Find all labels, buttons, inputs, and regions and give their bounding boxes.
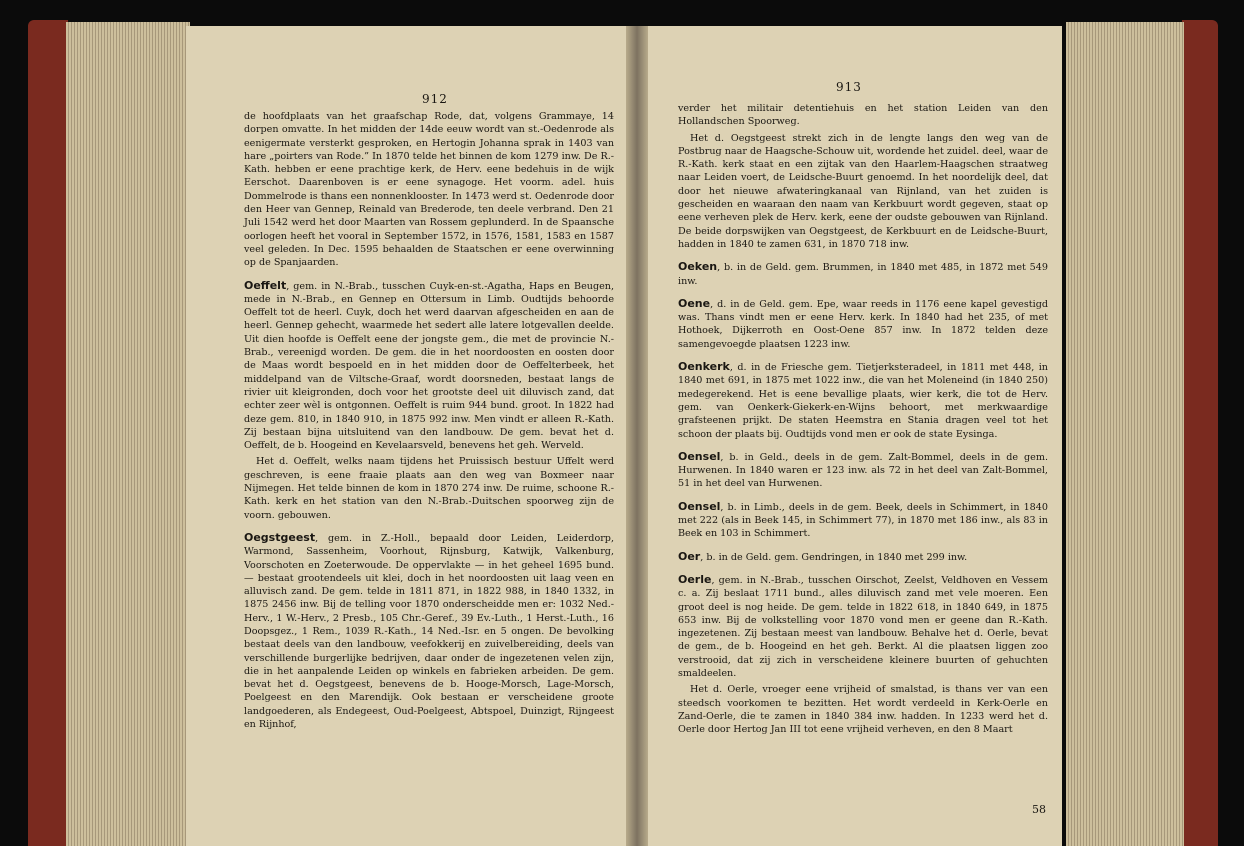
page-edges-right <box>1066 22 1184 846</box>
entry-text: , gem. in Z.-Holl., bepaald door Leiden, Leiderdorp, Warmond, Sassenheim, Voorhout, Rijnsburg, Katwijk, Valkenburg, Voorschoten en Zoeterwoude. De oppervlakte — in het geheel 1695 bund. — bestaat grootendeels uit klei, doch in het noordoosten uit laag veen en alluvisch zand. De gem. telde in 1811 871, in 1822 988, in 1840 1332, in 1875 2456 inw. Bij de telling voor 1870 onderscheidde men er: 1032 Ned.-Herv., 1 W.-Herv., 2 Presb., 105 Chr.-Geref., 39 Ev.-Luth., 1 Herst.-Luth., 16 Doopsgez., 1 Rem., 1039 R.-Kath., 14 Ned.-Isr. en 5 ongen. De bevolking bestaat deels van den landbouw, veefokkerij en zuivelbereiding, deels van verschillende burgerlijke bedrijven, daar onder de ingezetenen velen zijn, die in het aanpalende Leiden op winkels en fabrieken arbeiden. De gem. bevat het d. Oegstgeest, benevens de b. Hooge-Morsch, Lage-Morsch, Poelgeest en den Marendijk. Ook bestaan er verscheidene groote landgoederen, als Endegeest, Oud-Poelgeest, Abtspoel, Duinzigt, Rijngeest en Rijnhof, <box>244 532 614 731</box>
entry-headword: Oeken <box>678 260 718 274</box>
continued-paragraph: verder het militair detentiehuis en het station Leiden van den Hollandschen Spoorweg. <box>678 103 1048 128</box>
dictionary-entry <box>244 531 614 731</box>
dictionary-entry <box>678 573 1048 680</box>
entry-text: , b. in de Geld. gem. Brummen, in 1840 met 485, in 1872 met 549 inw. <box>678 262 1048 287</box>
dictionary-entry <box>678 550 1048 564</box>
paragraph: Het d. Oerle, vroeger eene vrijheid of smalstad, is thans ver van een steedsch voorkomen te bezitten. Het wordt verdeeld in Kerk-Oerle en Zand-Oerle, die te zamen in 1840 384 inw. hadden. In 1233 werd het d. Oerle door Hertog Jan III tot eene vrijheid verheven, en den 8 Maart <box>678 684 1048 736</box>
entry-text: , gem. in N.-Brab., tusschen Oirschot, Zeelst, Veldhoven en Vessem c. a. Zij beslaat 1711 bund., alles diluvisch zand met vele moeren. Een groot deel is nog heide. De gem. telde in 1822 618, in 1840 649, in 1875 653 inw. Bij de volkstelling voor 1870 vond men er geene dan R.-Kath. ingezetenen. Zij bestaan meest van landbouw. Behalve het d. Oerle, bevat de gem., de b. Hoogeind en het geh. Berkt. Al die plaatsen liggen zoo verstrooid, dat zij zich in verscheidene kleinere buurten of gehuchten smaldeelen. <box>678 574 1048 679</box>
entry-headword: Oene <box>678 296 711 310</box>
entry-headword: Oeffelt <box>244 278 287 292</box>
entry-text: , gem. in N.-Brab., tusschen Cuyk-en-st.-Agatha, Haps en Beugen, mede in N.-Brab., en Gennep en Ottersum in Limb. Oudtijds behoorde Oeffelt tot de heerl. Cuyk, doch het werd daarvan afgescheiden en aan de heerl. Gennep gehecht, waarmede het sedert alle latere lotgevallen deelde. Uit dien hoofde is Oeffelt eene der jongste gem., die met de provincie N.-Brab., vereenigd worden. De gem. die in het noordoosten en oosten door de Maas wordt bespoeld en in het midden door de Oeffelterbeek, het middelpand van de Viltsche-Graaf, wordt doorsneden, bestaat langs de rivier uit kleigronden, doch voor het grootste deel uit diluvisch zand, dat echter zeer wèl is ontgonnen. Oeffelt is ruim 944 bund. groot. In 1822 had deze gem. 810, in 1840 910, in 1875 992 inw. Men vindt er alleen R.-Kath. Zij bestaan bijna uitsluitend van den landbouw. De gem. bevat het d. Oeffelt, de b. Hoogeind en Kevelaarsveld, benevens het geh. Werveld. <box>244 280 614 452</box>
entry-text: , d. in de Geld. gem. Epe, waar reeds in 1176 eene kapel gevestigd was. Thans vindt men er eene Herv. kerk. In 1840 had het 235, of met Hothoek, Dijkerroth en Oost-Oene 857 inw. In 1872 telden deze samengevoegde plaatsen 1223 inw. <box>678 298 1048 350</box>
left-page <box>186 26 632 846</box>
page-number: 913 <box>836 80 862 94</box>
entry-headword: Oer <box>678 549 701 563</box>
entry-text: , b. in de Geld. gem. Gendringen, in 1840 met 299 inw. <box>700 551 968 563</box>
entry-headword: Oerle <box>678 572 712 586</box>
entry-text: , b. in Geld., deels in de gem. Zalt-Bommel, deels in de gem. Hurwenen. In 1840 waren er 123 inw. als 72 in het deel van Zalt-Bommel, 51 in het deel van Hurwenen. <box>678 451 1048 490</box>
continued-paragraph: de hoofdplaats van het graafschap Rode, dat, volgens Grammaye, 14 dorpen omvatte. In het midden der 14de eeuw wordt van st.-Oedenrode als eenigermate versterkt gesproken, en Hertogin Johanna sprak in 1403 van hare „poirters van Rode.” In 1870 telde het binnen de kom 1279 inw. De R.-Kath. hebben er eene prachtige kerk, de Herv. eene bedehuis in de wijk Eerschot. Daarenboven is er eene synagoge. Het voorm. adel. huis Dommelrode is thans een nonnenklooster. In 1473 werd st. Oedenrode door den Heer van Gennep, Reinald van Brederode, ten deele verbrand. Den 21 Juli 1542 werd het door Maarten van Rossem geplunderd. In de Spaansche oorlogen heeft het vooral in September 1572, in 1576, 1581, 1583 en 1587 veel geleden. In Dec. 1595 behaalden de Staatschen er eene overwinning op de Spanjaarden. <box>244 111 614 269</box>
page-body <box>244 110 614 734</box>
entry-text: , b. in Limb., deels in de gem. Beek, deels in Schimmert, in 1840 met 222 (als in Beek 145, in Schimmert 77), in 1870 met 186 inw., als 83 in Beek en 103 in Schimmert. <box>678 501 1048 540</box>
dictionary-entry <box>678 260 1048 288</box>
paragraph: Het d. Oegstgeest strekt zich in de lengte langs den weg van de Postbrug naar de Haagsche-Schouw uit, wordende het zuidel. deel, waar de R.-Kath. kerk staat en een zijtak van den Haarlem-Haagschen straatweg naar Leiden voert, de Leidsche-Buurt genoemd. In het noordelijk deel, dat door het nieuwe afwateringkanaal van Rijnland, van het zuiden is gescheiden en waaraan den naam van Kerkbuurt wordt gegeven, staat op eene verheven plek de Herv. kerk, eene der oudste gebouwen van Rijnland. De beide dorpswijken van Oegstgeest, de Kerkbuurt en de Leidsche-Buurt, hadden in 1840 te zamen 631, in 1870 718 inw. <box>678 132 1048 250</box>
entry-headword: Oensel <box>678 499 721 513</box>
book-cover-right <box>1182 20 1218 846</box>
dictionary-entry <box>244 279 614 453</box>
dictionary-entry <box>678 297 1048 351</box>
signature-mark: 58 <box>1032 803 1046 816</box>
page-body <box>678 102 1048 739</box>
entry-headword: Oensel <box>678 449 721 463</box>
page-number: 912 <box>422 92 448 106</box>
dictionary-entry <box>678 360 1048 441</box>
dictionary-entry <box>678 450 1048 491</box>
page-edges-left <box>66 22 190 846</box>
dictionary-entry <box>678 500 1048 541</box>
right-page <box>640 26 1062 846</box>
entry-headword: Oegstgeest <box>244 530 316 544</box>
entry-headword: Oenkerk <box>678 360 730 374</box>
book-cover-left <box>28 20 68 846</box>
entry-text: , d. in de Friesche gem. Tietjerksteradeel, in 1811 met 448, in 1840 met 691, in 1875 met 1022 inw., die van het Moleneind (in 1840 250) medegerekend. Het is eene bevallige plaats, wier kerk, die tot de Herv. gem. van Oenkerk-Giekerk-en-Wijns behoort, met merkwaardige grafsteenen prijkt. De staten Heemstra en Stania dragen veel tot het schoon der plaats bij. Oudtijds vond men er ook de state Eysinga. <box>678 362 1048 440</box>
paragraph: Het d. Oeffelt, welks naam tijdens het Pruissisch bestuur Uffelt werd geschreven, is eene fraaie plaats aan den weg van Boxmeer naar Nijmegen. Het telde binnen de kom in 1870 274 inw. De ruime, schoone R.-Kath. kerk en het station van den N.-Brab.-Duitschen spoorweg zijn de voorn. gebouwen. <box>244 456 614 521</box>
book-gutter <box>626 26 648 846</box>
